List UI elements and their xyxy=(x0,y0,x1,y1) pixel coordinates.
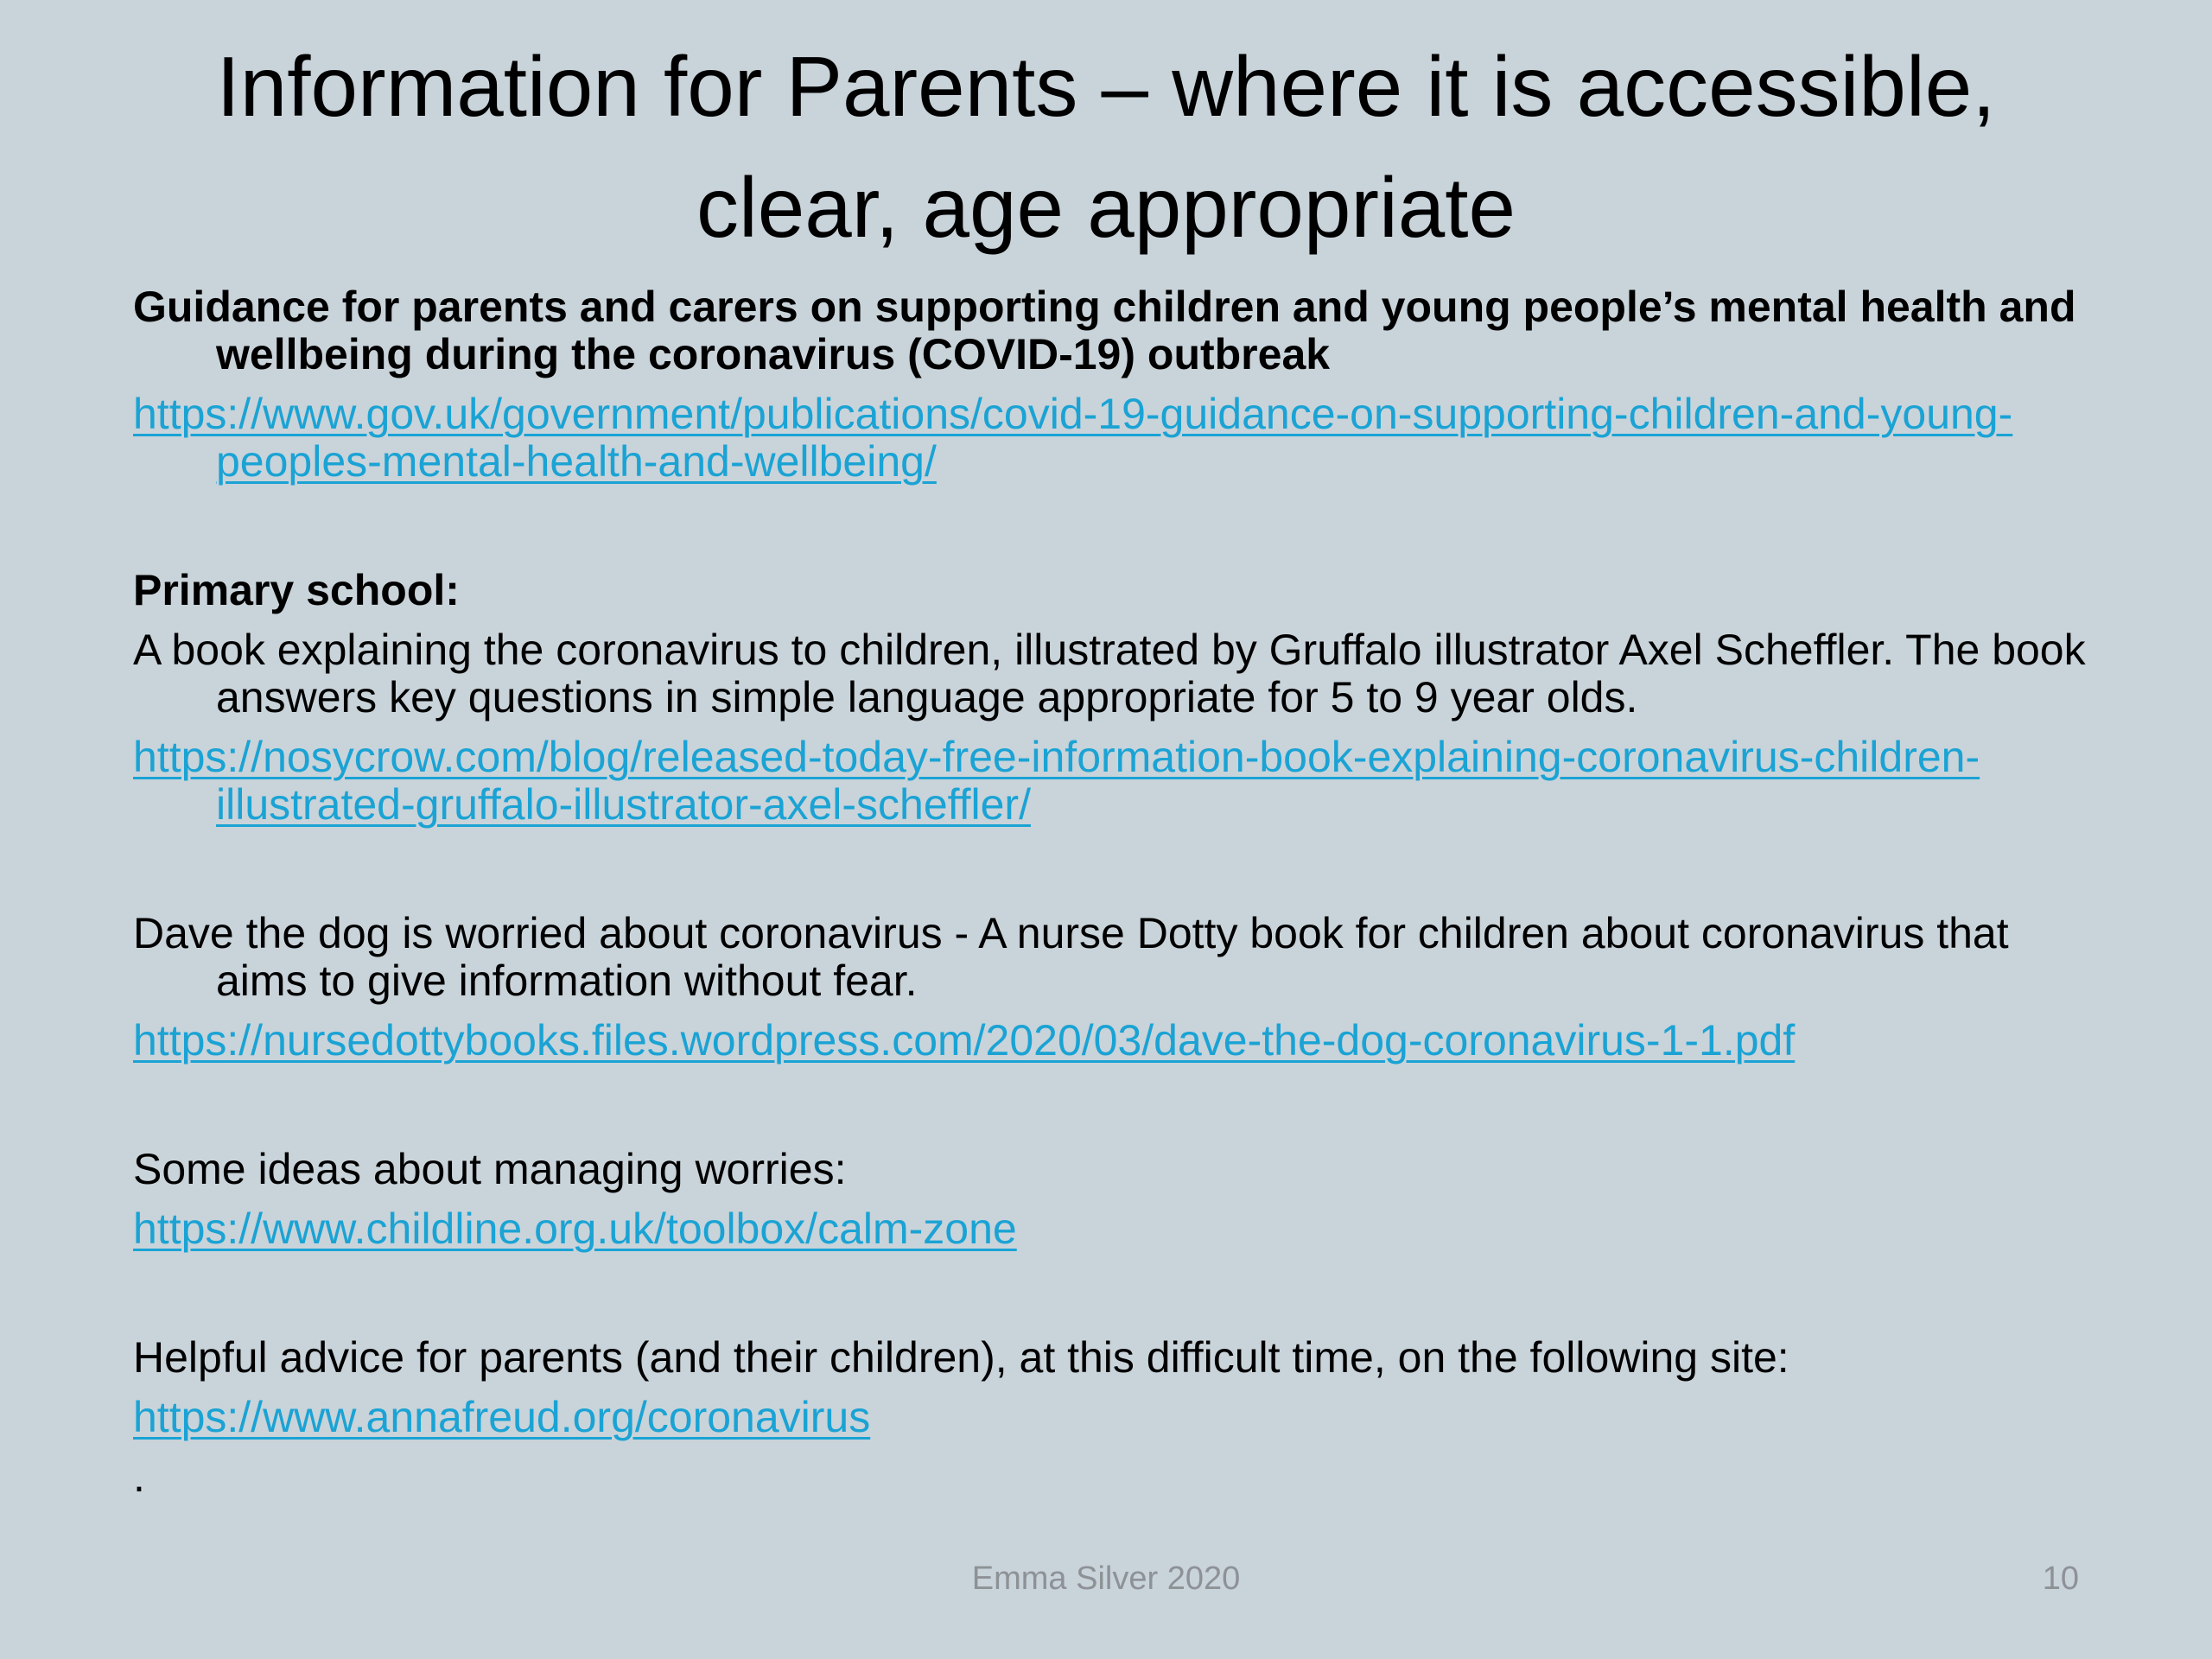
guidance-heading: Guidance for parents and carers on supporting children and young people’s mental health and wellbeing during the coronavirus (COVID-19) outbreak xyxy=(133,283,2076,378)
guidance-link[interactable]: https://www.gov.uk/government/publications/covid-19-guidance-on-supporting-children-and-young-peoples-mental-health-and-wellbeing/ xyxy=(133,390,2013,486)
slide-number: 10 xyxy=(2042,1560,2079,1597)
worries-text: Some ideas about managing worries: xyxy=(133,1145,847,1193)
spacer xyxy=(133,498,2086,567)
primary-school-heading: Primary school: xyxy=(133,566,460,614)
dave-dog-text: Dave the dog is worried about coronavirus - A nurse Dotty book for children about coronavirus that aims to give information without fear. xyxy=(133,909,2009,1005)
calm-zone-link[interactable]: https://www.childline.org.uk/toolbox/calm-zone xyxy=(133,1205,1017,1253)
spacer xyxy=(133,1077,2086,1146)
slide-content xyxy=(133,283,2086,1513)
dave-dog-link[interactable]: https://nursedottybooks.files.wordpress.com/2020/03/dave-the-dog-coronavirus-1-1.pdf xyxy=(133,1016,1796,1065)
trailing-period: . xyxy=(133,1452,145,1501)
footer-author: Emma Silver 2020 xyxy=(971,1560,1241,1597)
slide-title: Information for Parents – where it is accessible, clear, age appropriate xyxy=(216,39,1996,255)
annafreud-link[interactable]: https://www.annafreud.org/coronavirus xyxy=(133,1393,871,1441)
spacer xyxy=(133,841,2086,910)
spacer xyxy=(133,1265,2086,1334)
advice-text: Helpful advice for parents (and their children), at this difficult time, on the following site: xyxy=(133,1333,1789,1382)
gruffalo-book-link[interactable]: https://nosycrow.com/blog/released-today-free-information-book-explaining-coronavirus-children-illustrated-gruffalo-illustrator-axel-scheffler/ xyxy=(133,733,1980,829)
gruffalo-book-text: A book explaining the coronavirus to children, illustrated by Gruffalo illustrator Axel Scheffler. The book answers key questions in simple language appropriate for 5 to 9 year olds. xyxy=(133,626,2086,721)
